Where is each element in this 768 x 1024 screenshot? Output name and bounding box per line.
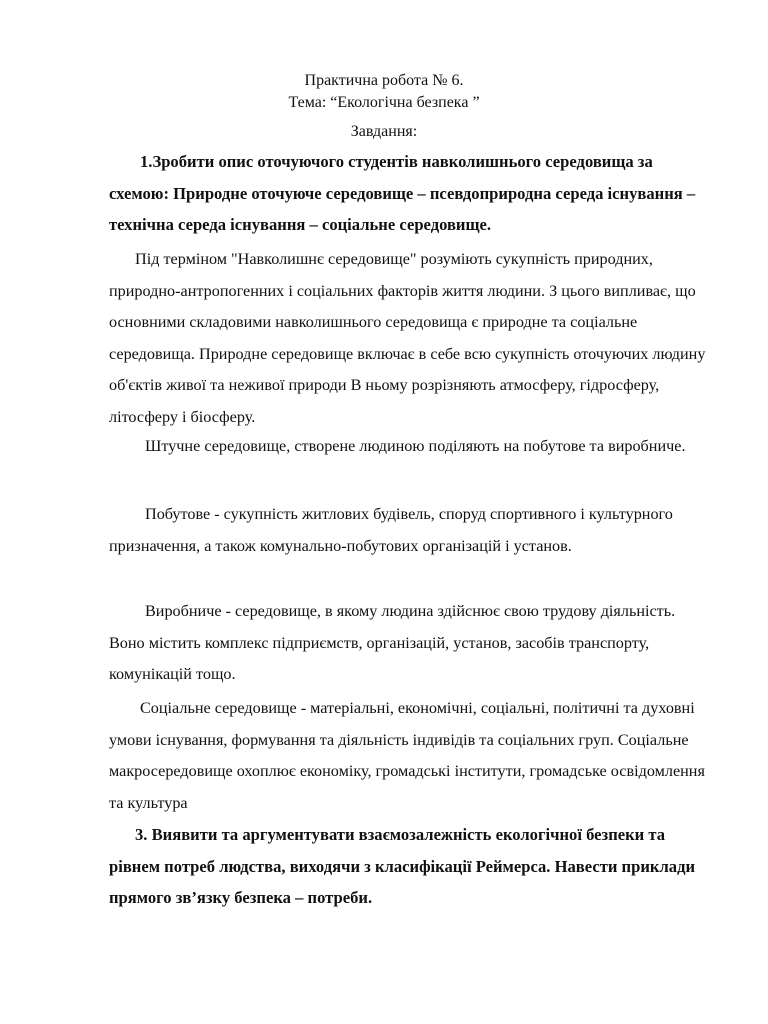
paragraph-environment: Під терміном "Навколишнє середовище" розуміють сукупність природних, природно-антропогенних і соціальних факторів життя людини. З цього випливає, що основними складовими навколишнього середовища є природне та соціальне середовища. Природне середовище включає в себе всю сукупність оточуючих людину об'єктів живої та неживої природи В ньому розрізняють атмосферу, гідросферу, літосферу і біосферу. — [109, 250, 706, 426]
document-title: Практична робота № 6. — [304, 72, 464, 89]
assignment-label: Завдання: — [350, 123, 418, 140]
paragraph-industrial: Виробниче - середовище, в якому людина здійснює свою трудову діяльність. Воно містить комплекс підприємств, організацій, установ, засобів транспорту, комунікацій тощо. — [109, 602, 676, 684]
paragraph-artificial: Штучне середовище, створене людиною поділяють на побутове та виробниче. — [145, 437, 686, 455]
paragraph-household: Побутове - сукупність житлових будівель, споруд спортивного і культурного призначення, а також комунально-побутових організацій і установ. — [109, 505, 673, 555]
task-1-heading: 1.Зробити опис оточуючого студентів навколишнього середовища за схемою: Природне оточуюче середовище – псевдоприродна середа існування – технічна середа існування – соціальне середовище. — [109, 152, 696, 235]
document-topic: Тема: “Екологічна безпека ” — [288, 94, 480, 111]
paragraph-social: Соціальне середовище - матеріальні, економічні, соціальні, політичні та духовні умови існування, формування та діяльність індивідів та соціальних груп. Соціальне макросередовище охоплює економіку, громадські інститути, громадське освідомлення та культура — [109, 699, 705, 812]
task-3-heading: 3. Виявити та аргументувати взаємозалежність екологічної безпеки та рівнем потреб людства, виходячи з класифікації Реймерса. Навести приклади прямого зв’язку безпека – потреби. — [109, 825, 696, 908]
